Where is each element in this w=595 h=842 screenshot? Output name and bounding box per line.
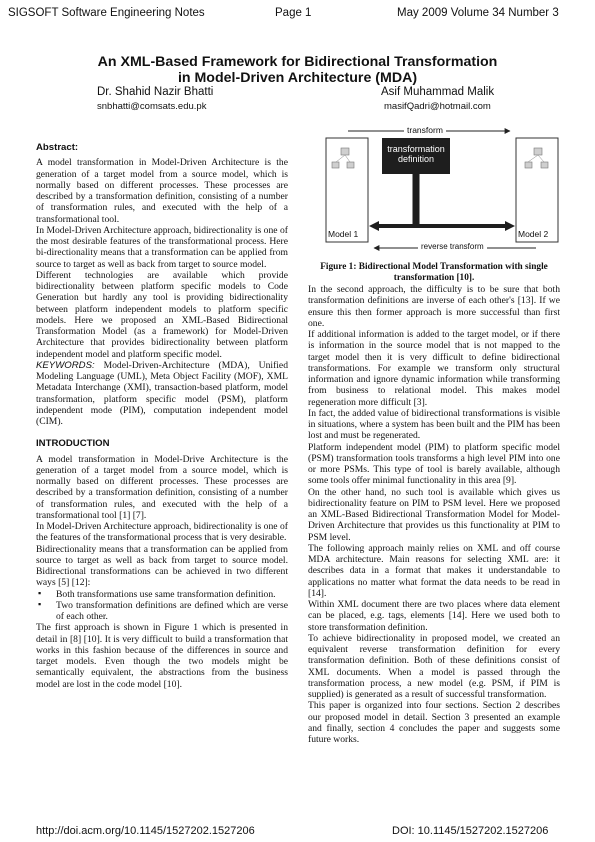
- body-paragraph: If additional information is added to the target model, or if there is information in the source model that is not mapped to the target model then it is very difficult to define bidirectional transformations. For example we transform only structural information and ignore dynamic information while transforming from business to relational model. This makes model regeneration more difficult [3].: [308, 329, 560, 408]
- arrowhead-left: [369, 221, 379, 231]
- transform-label: transform: [404, 125, 446, 135]
- header-page-number: Page 1: [275, 7, 312, 19]
- figure-1-caption: Figure 1: Bidirectional Model Transformation with single transformation [10].: [320, 262, 548, 283]
- model-2-label: Model 2: [518, 229, 549, 239]
- intro-paragraph: In Model-Driven Architecture approach, bidirectionality is one of the features of the transformational process that is very desirable.: [36, 521, 288, 544]
- arrowhead-right: [505, 221, 515, 231]
- body-paragraph: To achieve bidirectionality in proposed model, we created an equivalent reverse transformation definition for every transformation definition. Both of these definitions consist of XML documents. When a model is passed through the transformation process, a new model (e.g. PSM, if PIM is supplied) is generated as a result of successful transformation.: [308, 632, 560, 700]
- list-item: ▪ Both transformations use same transformation definition.: [36, 589, 288, 600]
- intro-paragraph: A model transformation in Model-Drive Architecture is the generation of a target model from a source model, which is normally based on different processes. These processes are described by a transformation definition, consisting of a number of transformation rules, and executed with the help of a transformational tool [1] [7].: [36, 453, 288, 521]
- keywords-label: KEYWORDS:: [36, 359, 95, 371]
- model-1-label: Model 1: [328, 229, 359, 239]
- intro-paragraph: Bidirectionality means that a transformation can be applied from source to target as well as back from target to source model. Bidirectional transformations can be achieved in two different ways [5] [12]:: [36, 543, 288, 589]
- keywords-text: Model-Driven-Architecture (MDA), Unified Modeling Language (UML), Meta Object Facility (MOF), XML Metadata Interchange (XMI), transaction-based platform, model transformation, platform specific model (PSM), platform independent mode (PIM), computation independent model (CIM).: [36, 359, 288, 427]
- approach-list: [36, 589, 288, 623]
- list-item: ▪ Two transformation definitions are defined which are verse of each other.: [36, 600, 288, 623]
- keywords-paragraph: [36, 360, 288, 428]
- uml-class-icon: [341, 148, 349, 155]
- body-paragraph: In the second approach, the difficulty is to be sure that both transformation definitions are inverse of each other's [13]. If we ensure this then former approach is more successful than first one.: [308, 284, 560, 329]
- body-paragraph: On the other hand, no such tool is available which gives us bidirectionality feature on PIM to PSM level. Here we proposed an XML-Based Bidirectional Transformation Model for Model-Driven Architecture that provides us this functionality at PIM to PSM level.: [308, 486, 560, 543]
- abstract-paragraph: Different technologies are available which provide bidirectionality between platform specific models to Code Generation but hardly any tool is providing bidirectionality between platform independent models to platform specific models. Here we proposed an XML-Based Bidirectional Transformation Model (as a framework) for Model-Driven Architecture that provides bidirectionality between platform independent model and platform specific model.: [36, 269, 288, 360]
- right-column: [308, 284, 560, 745]
- abstract-paragraph: A model transformation in Model-Driven Architecture is the generation of a target model from a source model, which is normally based on different processes. These processes are described by a transformation definition, consisting of a number of transformation rules, and executed with the help of a transformational tool.: [36, 157, 288, 225]
- header-issue: May 2009 Volume 34 Number 3: [397, 7, 559, 19]
- body-paragraph: The following approach mainly relies on XML and off course MDA architecture. Main reasons for selecting XML are: it describes data in a format that makes it understandable to applications no matter what format the data needs to be read in [14].: [308, 542, 560, 599]
- title-line-2: in Model-Driven Architecture (MDA): [177, 70, 418, 86]
- abstract-paragraph: In Model-Driven Architecture approach, bidirectionality is one of the most desirable features of the transformational process. Here bi-directionality means that a transformation can be applied from source to target as well as back from target to source model.: [36, 224, 288, 270]
- author-name-1: Dr. Shahid Nazir Bhatti: [97, 86, 214, 98]
- author-email-1: snbhatti@comsats.edu.pk: [97, 101, 207, 112]
- body-paragraph: Within XML document there are two places where data element can be placed, e.g. tags, elements [14]. Here we used both to store transformation definition.: [308, 599, 560, 633]
- uml-class-icon: [347, 162, 354, 168]
- author-email-2: masifQadri@hotmail.com: [384, 101, 491, 112]
- intro-paragraph: The first approach is shown in Figure 1 which is presented in detail in [8] [10]. It is very difficult to build a transformation that works in this fashion because of the differences in source and target models. Even though the two models might be semantically equivalent, the abstractions from the business model are lost in the code model [10].: [36, 622, 288, 690]
- introduction-heading: INTRODUCTION: [36, 438, 110, 450]
- title-line-1: An XML-Based Framework for Bidirectional Transformation: [97, 54, 498, 70]
- uml-class-icon: [534, 148, 542, 155]
- uml-class-icon: [541, 162, 548, 168]
- footer-doi: DOI: 10.1145/1527202.1527206: [392, 825, 549, 837]
- body-paragraph: This paper is organized into four sections. Section 2 describes our proposed model in detail. Section 3 presented an example and finally, section 4 concludes the paper and suggests some future works.: [308, 700, 560, 745]
- footer-doi-link[interactable]: http://doi.acm.org/10.1145/1527202.1527206: [36, 825, 255, 837]
- reverse-transform-label: reverse transform: [418, 242, 487, 251]
- transformation-definition-label: transformation definition: [387, 144, 445, 164]
- abstract-heading: Abstract:: [36, 142, 79, 153]
- body-paragraph: In fact, the added value of bidirectional transformations is visible in situations, where a system has been built and the PIM has been lost and must be regenerated.: [308, 407, 560, 442]
- header-journal: SIGSOFT Software Engineering Notes: [8, 7, 205, 19]
- body-paragraph: Platform independent model (PIM) to platform specific model (PSM) transformation tools transforms a high level PIM into one or more PSMs. This type of tool is barely available, although some tools offer minimal functionality in this area [9].: [308, 441, 560, 487]
- uml-class-icon: [332, 162, 339, 168]
- author-name-2: Asif Muhammad Malik: [381, 86, 495, 98]
- figure-1: [322, 122, 562, 254]
- uml-class-icon: [525, 162, 532, 168]
- paper-title: [0, 54, 595, 86]
- left-column: [36, 142, 288, 690]
